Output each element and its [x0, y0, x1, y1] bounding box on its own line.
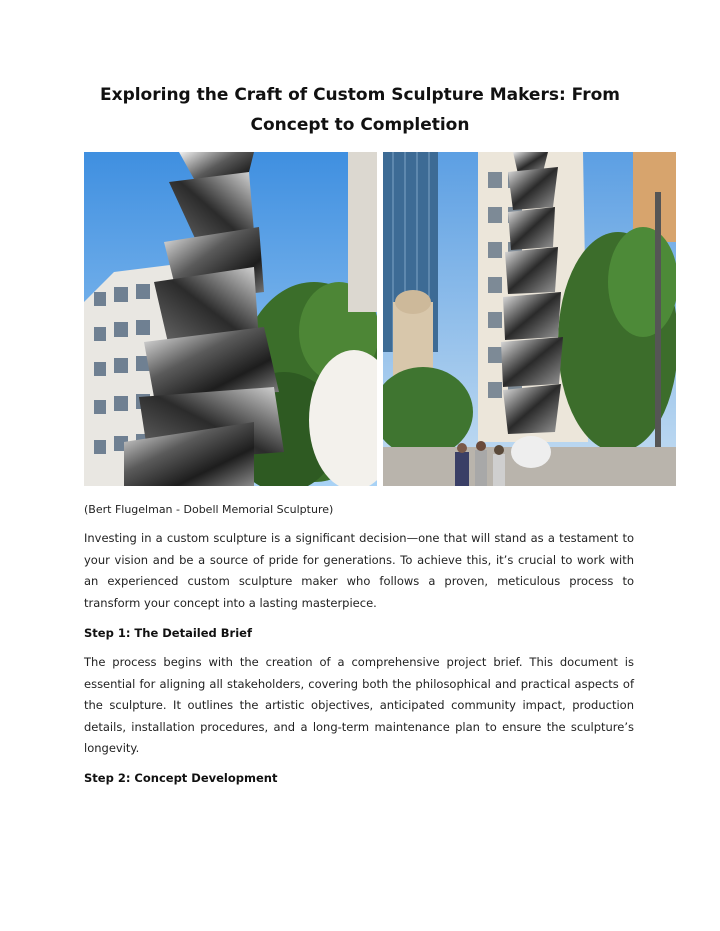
step1-heading: Step 1: The Detailed Brief — [84, 626, 252, 640]
step1-paragraph: The process begins with the creation of a comprehensive project brief. This document is essential for aligning all stakeholders, covering both the philosophical and practical aspects of the sculpture. It outlines the artistic objectives, anticipated community impact, production details, installation procedures, and a long-term maintenance plan to ensure the sculpture’s longevity. — [84, 655, 634, 755]
page-title: Exploring the Craft of Custom Sculpture Makers: From Concept to Completion — [99, 85, 620, 135]
image-caption: (Bert Flugelman - Dobell Memorial Sculpture) — [84, 503, 334, 516]
step2-heading: Step 2: Concept Development — [84, 771, 278, 785]
intro-paragraph: Investing in a custom sculpture is a significant decision—one that will stand as a testament to your vision and be a source of pride for generations. To achieve this, it’s crucial to work with an experienced custom sculpture maker who follows a proven, meticulous process to transform your concept into a lasting masterpiece. — [84, 531, 634, 610]
sculpture-street-photo — [383, 152, 676, 486]
sculpture-photos — [84, 152, 676, 486]
sculpture-closeup-photo — [84, 152, 377, 486]
